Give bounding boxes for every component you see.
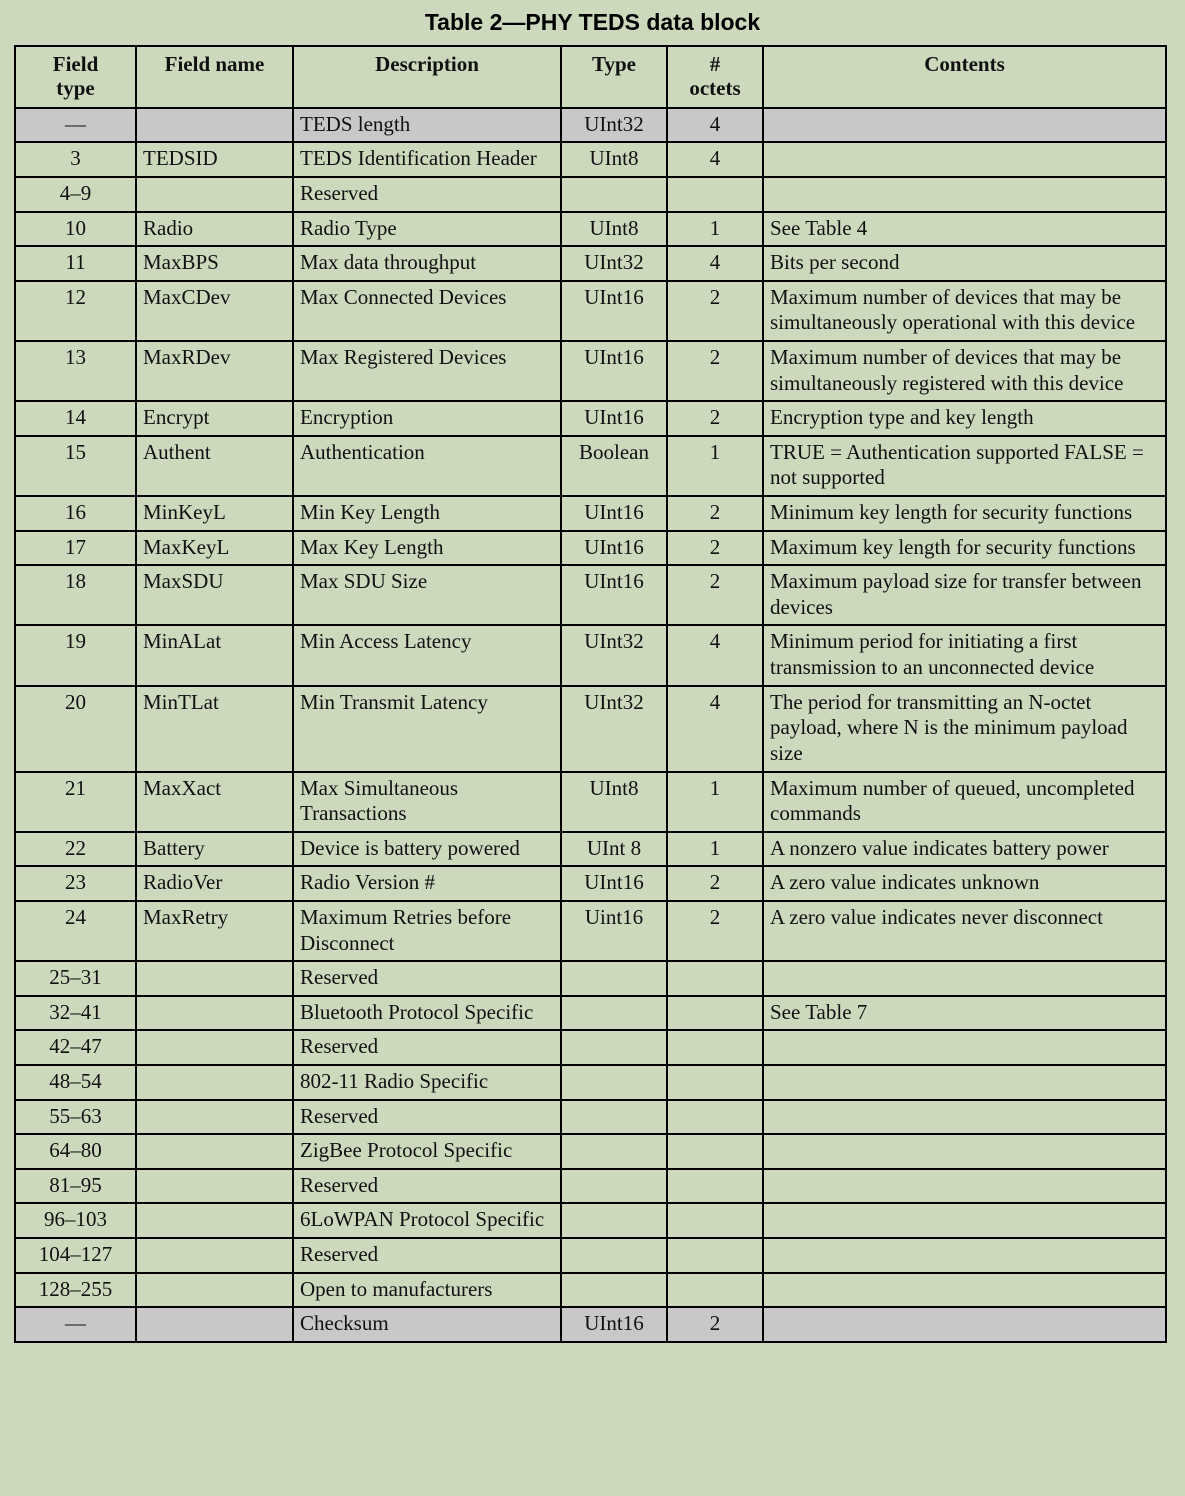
cell-field-type: —	[15, 108, 136, 143]
cell-field-type: 19	[15, 625, 136, 685]
cell-type	[561, 1203, 667, 1238]
cell-contents: A zero value indicates never disconnect	[763, 901, 1166, 961]
table-row	[15, 772, 1166, 832]
table-row	[15, 996, 1166, 1031]
table-row	[15, 436, 1166, 496]
cell-description: TEDS Identification Header	[293, 142, 561, 177]
cell-field-type: 20	[15, 686, 136, 772]
table-row	[15, 401, 1166, 436]
cell-field-type: 13	[15, 341, 136, 401]
cell-contents	[763, 961, 1166, 996]
column-header-field-type-line2: type	[56, 76, 95, 101]
cell-description: Max Key Length	[293, 531, 561, 566]
cell-octets	[667, 961, 763, 996]
cell-octets: 2	[667, 1307, 763, 1342]
cell-octets: 2	[667, 565, 763, 625]
cell-type	[561, 1238, 667, 1273]
column-header-contents: Contents	[763, 46, 1166, 108]
cell-field-type: 10	[15, 212, 136, 247]
cell-contents	[763, 177, 1166, 212]
cell-field-name: MinKeyL	[136, 496, 293, 531]
cell-field-name	[136, 1238, 293, 1273]
cell-description: TEDS length	[293, 108, 561, 143]
cell-contents	[763, 1273, 1166, 1308]
cell-description: Maximum Retries before Disconnect	[293, 901, 561, 961]
cell-type: UInt32	[561, 686, 667, 772]
cell-type	[561, 961, 667, 996]
cell-field-name: MaxCDev	[136, 281, 293, 341]
cell-description: Max data throughput	[293, 246, 561, 281]
cell-description: Bluetooth Protocol Specific	[293, 996, 561, 1031]
cell-field-type: 15	[15, 436, 136, 496]
cell-field-name: MaxXact	[136, 772, 293, 832]
cell-octets: 2	[667, 531, 763, 566]
cell-contents: See Table 4	[763, 212, 1166, 247]
cell-description: Max Simultaneous Transactions	[293, 772, 561, 832]
cell-octets	[667, 1134, 763, 1169]
cell-description: 802-11 Radio Specific	[293, 1065, 561, 1100]
cell-description: Max Connected Devices	[293, 281, 561, 341]
cell-type: UInt32	[561, 108, 667, 143]
table-row	[15, 108, 1166, 143]
table-row	[15, 686, 1166, 772]
cell-type	[561, 1169, 667, 1204]
cell-contents	[763, 1238, 1166, 1273]
cell-field-type: 3	[15, 142, 136, 177]
cell-field-type: 128–255	[15, 1273, 136, 1308]
cell-field-name	[136, 1273, 293, 1308]
cell-contents: A nonzero value indicates battery power	[763, 832, 1166, 867]
cell-field-name	[136, 1100, 293, 1135]
cell-field-name: MaxBPS	[136, 246, 293, 281]
cell-octets: 2	[667, 496, 763, 531]
cell-description: Min Transmit Latency	[293, 686, 561, 772]
cell-octets: 1	[667, 772, 763, 832]
table-header-row	[15, 46, 1166, 108]
cell-description: Min Access Latency	[293, 625, 561, 685]
column-header-field-type-line1: Field	[52, 52, 99, 76]
cell-field-name	[136, 1030, 293, 1065]
table-row	[15, 177, 1166, 212]
cell-field-type: 23	[15, 866, 136, 901]
phy-teds-data-block-table	[14, 45, 1167, 1343]
cell-field-name	[136, 108, 293, 143]
cell-octets: 4	[667, 686, 763, 772]
cell-field-name: MaxRDev	[136, 341, 293, 401]
cell-description: Device is battery powered	[293, 832, 561, 867]
table-row	[15, 901, 1166, 961]
cell-type	[561, 996, 667, 1031]
cell-type: UInt16	[561, 496, 667, 531]
cell-field-name: MaxRetry	[136, 901, 293, 961]
table-row	[15, 565, 1166, 625]
cell-type: Uint16	[561, 901, 667, 961]
cell-field-type: 64–80	[15, 1134, 136, 1169]
cell-contents: Maximum number of devices that may be simultaneously operational with this device	[763, 281, 1166, 341]
cell-description: Reserved	[293, 961, 561, 996]
cell-field-name	[136, 961, 293, 996]
cell-contents	[763, 1065, 1166, 1100]
cell-octets: 4	[667, 142, 763, 177]
cell-field-name: Battery	[136, 832, 293, 867]
table-row	[15, 142, 1166, 177]
cell-contents	[763, 1100, 1166, 1135]
cell-field-type: —	[15, 1307, 136, 1342]
table-row	[15, 496, 1166, 531]
table-row	[15, 625, 1166, 685]
cell-field-type: 25–31	[15, 961, 136, 996]
cell-type: UInt16	[561, 281, 667, 341]
column-header-octets-line2: octets	[689, 76, 741, 101]
cell-field-type: 104–127	[15, 1238, 136, 1273]
cell-description: Reserved	[293, 1030, 561, 1065]
cell-contents	[763, 108, 1166, 143]
table-body	[15, 108, 1166, 1342]
cell-field-name	[136, 1065, 293, 1100]
table-row	[15, 1134, 1166, 1169]
cell-contents: TRUE = Authentication supported FALSE = not supported	[763, 436, 1166, 496]
cell-octets	[667, 177, 763, 212]
table-row	[15, 212, 1166, 247]
cell-contents: Minimum key length for security functions	[763, 496, 1166, 531]
cell-contents	[763, 1134, 1166, 1169]
cell-octets: 1	[667, 832, 763, 867]
cell-type: UInt32	[561, 625, 667, 685]
cell-description: Max Registered Devices	[293, 341, 561, 401]
cell-field-type: 22	[15, 832, 136, 867]
cell-field-type: 16	[15, 496, 136, 531]
cell-field-type: 32–41	[15, 996, 136, 1031]
cell-octets	[667, 1169, 763, 1204]
table-row	[15, 531, 1166, 566]
cell-type	[561, 177, 667, 212]
cell-field-name	[136, 1203, 293, 1238]
table-row	[15, 832, 1166, 867]
cell-octets: 2	[667, 401, 763, 436]
cell-field-name: Authent	[136, 436, 293, 496]
cell-type: UInt16	[561, 531, 667, 566]
cell-contents	[763, 142, 1166, 177]
cell-octets	[667, 1100, 763, 1135]
cell-contents: Minimum period for initiating a first transmission to an unconnected device	[763, 625, 1166, 685]
cell-field-name: TEDSID	[136, 142, 293, 177]
cell-field-name: Radio	[136, 212, 293, 247]
cell-description: Reserved	[293, 1100, 561, 1135]
cell-field-type: 14	[15, 401, 136, 436]
cell-octets	[667, 1273, 763, 1308]
cell-field-name: RadioVer	[136, 866, 293, 901]
cell-description: Authentication	[293, 436, 561, 496]
cell-octets	[667, 1203, 763, 1238]
cell-field-type: 96–103	[15, 1203, 136, 1238]
table-row	[15, 1065, 1166, 1100]
cell-contents: Maximum number of devices that may be simultaneously registered with this device	[763, 341, 1166, 401]
column-header-octets	[667, 46, 763, 108]
cell-field-type: 17	[15, 531, 136, 566]
cell-field-type: 48–54	[15, 1065, 136, 1100]
cell-octets: 2	[667, 866, 763, 901]
cell-type: UInt8	[561, 212, 667, 247]
cell-contents: A zero value indicates unknown	[763, 866, 1166, 901]
cell-field-type: 21	[15, 772, 136, 832]
cell-type	[561, 1030, 667, 1065]
cell-type: Boolean	[561, 436, 667, 496]
table-row	[15, 1203, 1166, 1238]
cell-contents	[763, 1169, 1166, 1204]
cell-field-type: 42–47	[15, 1030, 136, 1065]
table-row	[15, 1307, 1166, 1342]
cell-field-name	[136, 177, 293, 212]
cell-octets: 1	[667, 436, 763, 496]
cell-description: Encryption	[293, 401, 561, 436]
cell-type: UInt16	[561, 401, 667, 436]
column-header-type: Type	[561, 46, 667, 108]
cell-contents: Encryption type and key length	[763, 401, 1166, 436]
cell-type: UInt8	[561, 772, 667, 832]
cell-octets: 4	[667, 108, 763, 143]
cell-description: Reserved	[293, 177, 561, 212]
cell-field-type: 12	[15, 281, 136, 341]
cell-field-name	[136, 1169, 293, 1204]
cell-octets	[667, 1238, 763, 1273]
cell-description: Reserved	[293, 1169, 561, 1204]
cell-description: Open to manufacturers	[293, 1273, 561, 1308]
cell-description: Reserved	[293, 1238, 561, 1273]
cell-octets	[667, 996, 763, 1031]
cell-description: Radio Version #	[293, 866, 561, 901]
cell-field-type: 11	[15, 246, 136, 281]
cell-description: Radio Type	[293, 212, 561, 247]
cell-field-type: 55–63	[15, 1100, 136, 1135]
cell-contents	[763, 1307, 1166, 1342]
table-row	[15, 281, 1166, 341]
table-row	[15, 1169, 1166, 1204]
column-header-octets-line1: #	[709, 52, 721, 76]
cell-contents: The period for transmitting an N-octet payload, where N is the minimum payload size	[763, 686, 1166, 772]
cell-contents: See Table 7	[763, 996, 1166, 1031]
cell-field-name: MaxKeyL	[136, 531, 293, 566]
cell-field-name: MaxSDU	[136, 565, 293, 625]
table-row	[15, 1238, 1166, 1273]
cell-type	[561, 1134, 667, 1169]
cell-octets	[667, 1065, 763, 1100]
cell-type: UInt16	[561, 341, 667, 401]
cell-field-type: 24	[15, 901, 136, 961]
cell-type: UInt8	[561, 142, 667, 177]
cell-octets: 2	[667, 281, 763, 341]
cell-type: UInt16	[561, 1307, 667, 1342]
table-row	[15, 1273, 1166, 1308]
cell-field-name	[136, 1307, 293, 1342]
cell-type	[561, 1273, 667, 1308]
cell-field-name: MinTLat	[136, 686, 293, 772]
cell-field-type: 18	[15, 565, 136, 625]
cell-description: 6LoWPAN Protocol Specific	[293, 1203, 561, 1238]
cell-contents: Maximum key length for security functions	[763, 531, 1166, 566]
table-row	[15, 246, 1166, 281]
cell-type	[561, 1065, 667, 1100]
cell-description: Checksum	[293, 1307, 561, 1342]
cell-type: UInt16	[561, 565, 667, 625]
cell-description: ZigBee Protocol Specific	[293, 1134, 561, 1169]
cell-type: UInt 8	[561, 832, 667, 867]
cell-octets: 2	[667, 341, 763, 401]
cell-contents	[763, 1030, 1166, 1065]
table-row	[15, 1030, 1166, 1065]
cell-contents: Maximum number of queued, uncompleted commands	[763, 772, 1166, 832]
cell-field-name: MinALat	[136, 625, 293, 685]
cell-contents	[763, 1203, 1166, 1238]
cell-type	[561, 1100, 667, 1135]
cell-description: Max SDU Size	[293, 565, 561, 625]
cell-octets	[667, 1030, 763, 1065]
cell-type: UInt16	[561, 866, 667, 901]
cell-contents: Maximum payload size for transfer between devices	[763, 565, 1166, 625]
cell-field-type: 4–9	[15, 177, 136, 212]
table-row	[15, 866, 1166, 901]
page-title: Table 2—PHY TEDS data block	[424, 9, 761, 35]
cell-field-name	[136, 1134, 293, 1169]
column-header-field-name: Field name	[136, 46, 293, 108]
cell-octets: 4	[667, 246, 763, 281]
table-row	[15, 1100, 1166, 1135]
cell-octets: 1	[667, 212, 763, 247]
table-row	[15, 341, 1166, 401]
cell-octets: 2	[667, 901, 763, 961]
table-row	[15, 961, 1166, 996]
cell-field-type: 81–95	[15, 1169, 136, 1204]
cell-octets: 4	[667, 625, 763, 685]
column-header-description: Description	[293, 46, 561, 108]
cell-type: UInt32	[561, 246, 667, 281]
cell-field-name	[136, 996, 293, 1031]
cell-contents: Bits per second	[763, 246, 1166, 281]
cell-field-name: Encrypt	[136, 401, 293, 436]
column-header-field-type	[15, 46, 136, 108]
cell-description: Min Key Length	[293, 496, 561, 531]
